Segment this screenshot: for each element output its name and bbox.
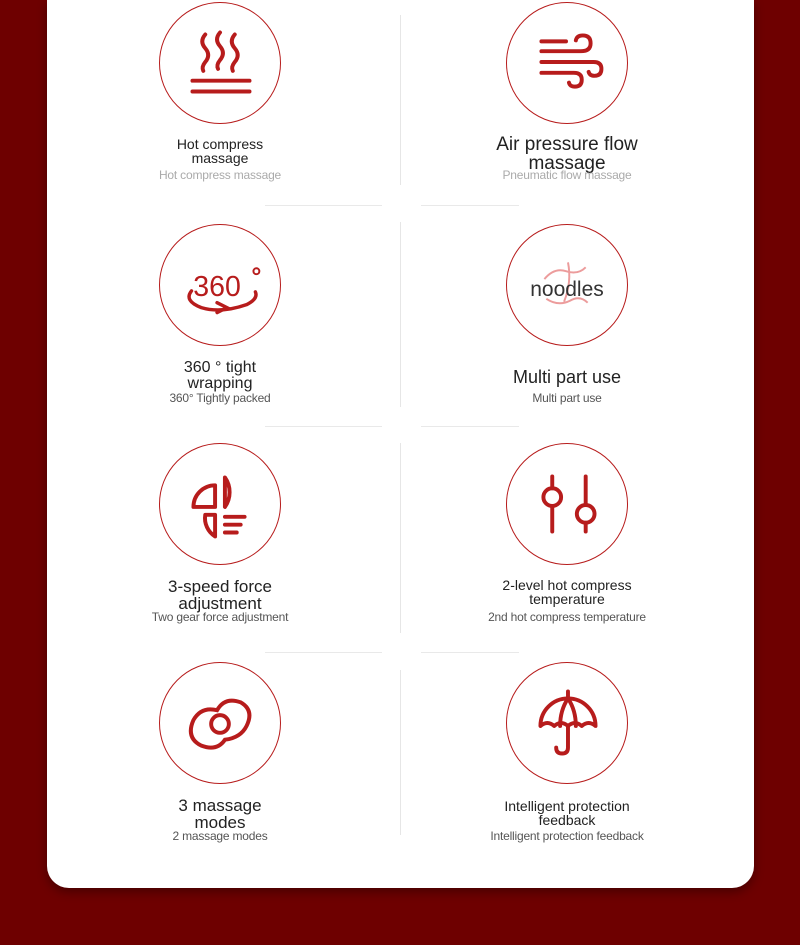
feature-subtitle: 2 massage modes xyxy=(172,829,268,843)
feature-multi-part xyxy=(452,222,682,412)
heat-waves-icon xyxy=(160,3,280,123)
feature-title: 2-level hot compress temperature xyxy=(452,578,682,606)
divider-vertical xyxy=(400,443,401,633)
noodles-label: noodles xyxy=(530,278,604,301)
feature-subtitle: Hot compress massage xyxy=(158,168,282,182)
feature-icon-circle xyxy=(159,224,281,346)
divider-horizontal xyxy=(421,205,519,206)
speed-force-icon xyxy=(160,444,280,564)
feature-title: Hot compress massage xyxy=(105,137,335,165)
feature-protection xyxy=(452,662,682,852)
feature-subtitle: Pneumatic flow massage xyxy=(502,168,632,182)
divider-vertical xyxy=(400,670,401,835)
divider-horizontal xyxy=(421,426,519,427)
feature-title: Air pressure flow massage xyxy=(452,135,682,173)
feature-speed-force xyxy=(105,443,335,633)
feature-hot-compress xyxy=(105,0,335,190)
feature-subtitle: Two gear force adjustment xyxy=(151,610,289,624)
feature-icon-circle xyxy=(506,224,628,346)
feature-massage-modes xyxy=(105,662,335,852)
divider-vertical xyxy=(400,15,401,185)
feature-title: 3-speed force adjustment xyxy=(105,578,335,612)
divider-vertical xyxy=(400,222,401,407)
feature-icon-circle xyxy=(159,443,281,565)
feature-icon-circle xyxy=(506,2,628,124)
air-flow-icon xyxy=(507,3,627,123)
feature-icon-circle xyxy=(159,2,281,124)
feature-subtitle: Multi part use xyxy=(532,391,602,405)
feature-subtitle: Intelligent protection feedback xyxy=(490,829,644,843)
feature-subtitle: 2nd hot compress temperature xyxy=(488,610,646,624)
umbrella-icon xyxy=(507,663,627,783)
massage-mode-icon xyxy=(160,663,280,783)
divider-horizontal xyxy=(265,652,382,653)
feature-title: Multi part use xyxy=(452,368,682,386)
feature-title: 360 ° tight wrapping xyxy=(105,360,335,392)
feature-temperature xyxy=(452,443,682,633)
feature-icon-circle xyxy=(159,662,281,784)
feature-subtitle: 360° Tightly packed xyxy=(169,391,271,405)
rotate-360-label: 360 xyxy=(193,270,241,303)
feature-air-pressure xyxy=(452,0,682,190)
divider-horizontal xyxy=(265,205,382,206)
feature-title: Intelligent protection feedback xyxy=(452,799,682,827)
rotate-360-icon xyxy=(160,225,280,345)
feature-360-wrapping xyxy=(105,222,335,412)
feature-title: 3 massage modes xyxy=(105,797,335,831)
divider-horizontal xyxy=(265,426,382,427)
slider-adjust-icon xyxy=(507,444,627,564)
divider-horizontal xyxy=(421,652,519,653)
feature-icon-circle xyxy=(506,443,628,565)
feature-icon-circle xyxy=(506,662,628,784)
